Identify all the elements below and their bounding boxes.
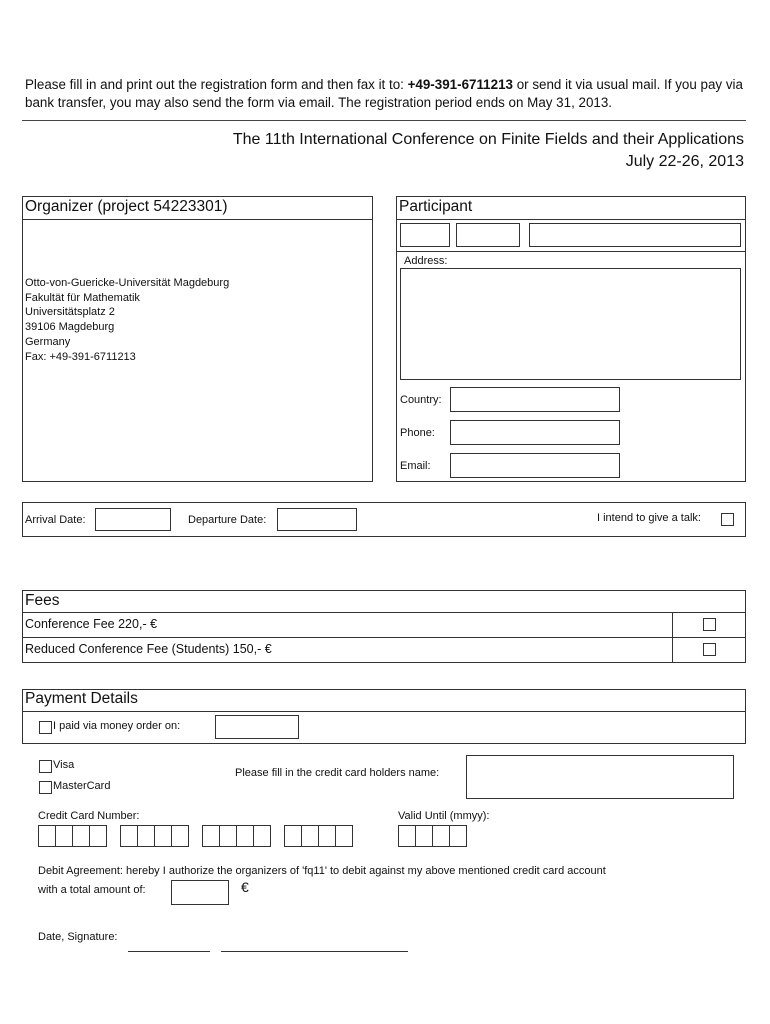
fees-row-line <box>22 637 746 638</box>
money-order-date-field[interactable] <box>215 715 299 739</box>
debit-agreement-text: Debit Agreement: hereby I authorize the organizers of 'fq11' to debit against my above mentioned credit card account <box>38 865 606 877</box>
cc-number-label: Credit Card Number: <box>38 810 140 822</box>
cc-digit-field[interactable] <box>202 825 220 847</box>
organizer-address-line: Fax: +49-391-6711213 <box>25 350 136 363</box>
cc-digit-field[interactable] <box>236 825 254 847</box>
organizer-address-line: Otto-von-Guericke-Universität Magdeburg <box>25 277 230 289</box>
cc-number-group-2[interactable] <box>120 825 188 847</box>
card-holder-label: Please fill in the credit card holders name: <box>235 767 440 779</box>
participant-header: Participant <box>399 198 473 215</box>
signature-line[interactable] <box>221 951 408 952</box>
fees-header-line <box>22 612 746 613</box>
title-field[interactable] <box>400 223 450 247</box>
visa-checkbox[interactable] <box>39 760 52 773</box>
phone-field[interactable] <box>450 420 620 445</box>
cc-digit-field[interactable] <box>318 825 336 847</box>
cc-digit-field[interactable] <box>137 825 155 847</box>
valid-digit-field[interactable] <box>415 825 433 847</box>
participant-name-line <box>396 251 746 252</box>
cc-digit-field[interactable] <box>38 825 56 847</box>
conference-title: The 11th International Conference on Finite Fields and their Applications <box>232 131 744 148</box>
divider <box>22 120 746 121</box>
valid-digit-field[interactable] <box>432 825 450 847</box>
visa-label: Visa <box>53 759 75 771</box>
cc-digit-field[interactable] <box>284 825 302 847</box>
first-name-field[interactable] <box>456 223 520 247</box>
valid-digit-field[interactable] <box>449 825 467 847</box>
country-label: Country: <box>400 394 442 406</box>
cc-digit-field[interactable] <box>253 825 271 847</box>
email-field[interactable] <box>450 453 620 478</box>
fees-column-line <box>672 612 673 663</box>
reduced-fee-checkbox[interactable] <box>703 643 716 656</box>
phone-label: Phone: <box>400 427 435 439</box>
euro-sign: € <box>241 879 249 895</box>
organizer-address <box>25 276 229 364</box>
instructions-text <box>25 76 750 112</box>
reduced-fee-label: Reduced Conference Fee (Students) 150,- € <box>25 642 272 656</box>
country-field[interactable] <box>450 387 620 412</box>
organizer-address-line: Fakultät für Mathematik <box>25 291 140 304</box>
date-signature-label: Date, Signature: <box>38 931 118 943</box>
cc-digit-field[interactable] <box>219 825 237 847</box>
date-line[interactable] <box>128 951 210 952</box>
organizer-address-line: Germany <box>25 335 71 348</box>
valid-digit-field[interactable] <box>398 825 416 847</box>
debit-amount-label: with a total amount of: <box>38 884 146 896</box>
departure-date-field[interactable] <box>277 508 357 531</box>
talk-checkbox[interactable] <box>721 513 734 526</box>
email-label: Email: <box>400 460 431 472</box>
conference-fee-checkbox[interactable] <box>703 618 716 631</box>
money-order-checkbox[interactable] <box>39 721 52 734</box>
organizer-header: Organizer (project 54223301) <box>25 198 228 215</box>
cc-digit-field[interactable] <box>301 825 319 847</box>
cc-number-group-1[interactable] <box>38 825 106 847</box>
cc-digit-field[interactable] <box>154 825 172 847</box>
mastercard-checkbox[interactable] <box>39 781 52 794</box>
participant-header-line <box>396 219 746 220</box>
instructions-part1: Please fill in and print out the registration form and then fax it to: <box>25 77 408 92</box>
address-label: Address: <box>404 255 448 267</box>
conference-fee-label: Conference Fee 220,- € <box>25 617 158 631</box>
card-holder-field[interactable] <box>466 755 734 799</box>
address-field[interactable] <box>400 268 741 380</box>
instructions-part2: or send it via usual mail. If you pay via bank transfer, you may also send the form via email. The registration period ends on May 31, 2013. <box>25 77 743 110</box>
payment-header: Payment Details <box>25 690 138 707</box>
talk-label: I intend to give a talk: <box>597 512 701 524</box>
cc-digit-field[interactable] <box>120 825 138 847</box>
valid-until-group[interactable] <box>398 825 466 847</box>
arrival-date-label: Arrival Date: <box>25 514 86 526</box>
departure-date-label: Departure Date: <box>188 514 267 526</box>
mastercard-label: MasterCard <box>53 780 111 792</box>
organizer-header-line <box>22 219 373 220</box>
cc-number-group-4[interactable] <box>284 825 352 847</box>
cc-digit-field[interactable] <box>89 825 107 847</box>
cc-digit-field[interactable] <box>335 825 353 847</box>
organizer-address-line: Universitätsplatz 2 <box>25 306 115 319</box>
cc-number-group-3[interactable] <box>202 825 270 847</box>
organizer-address-line: 39106 Magdeburg <box>25 321 115 334</box>
fees-header: Fees <box>25 592 60 609</box>
debit-amount-field[interactable] <box>171 880 229 905</box>
cc-digit-field[interactable] <box>171 825 189 847</box>
cc-digit-field[interactable] <box>72 825 90 847</box>
payment-header-line <box>22 711 746 712</box>
arrival-date-field[interactable] <box>95 508 171 531</box>
fax-number: +49-391-6711213 <box>407 77 513 92</box>
money-order-label: I paid via money order on: <box>53 720 181 732</box>
last-name-field[interactable] <box>529 223 741 247</box>
conference-dates: July 22-26, 2013 <box>625 153 744 170</box>
valid-until-label: Valid Until (mmyy): <box>398 810 490 822</box>
cc-digit-field[interactable] <box>55 825 73 847</box>
